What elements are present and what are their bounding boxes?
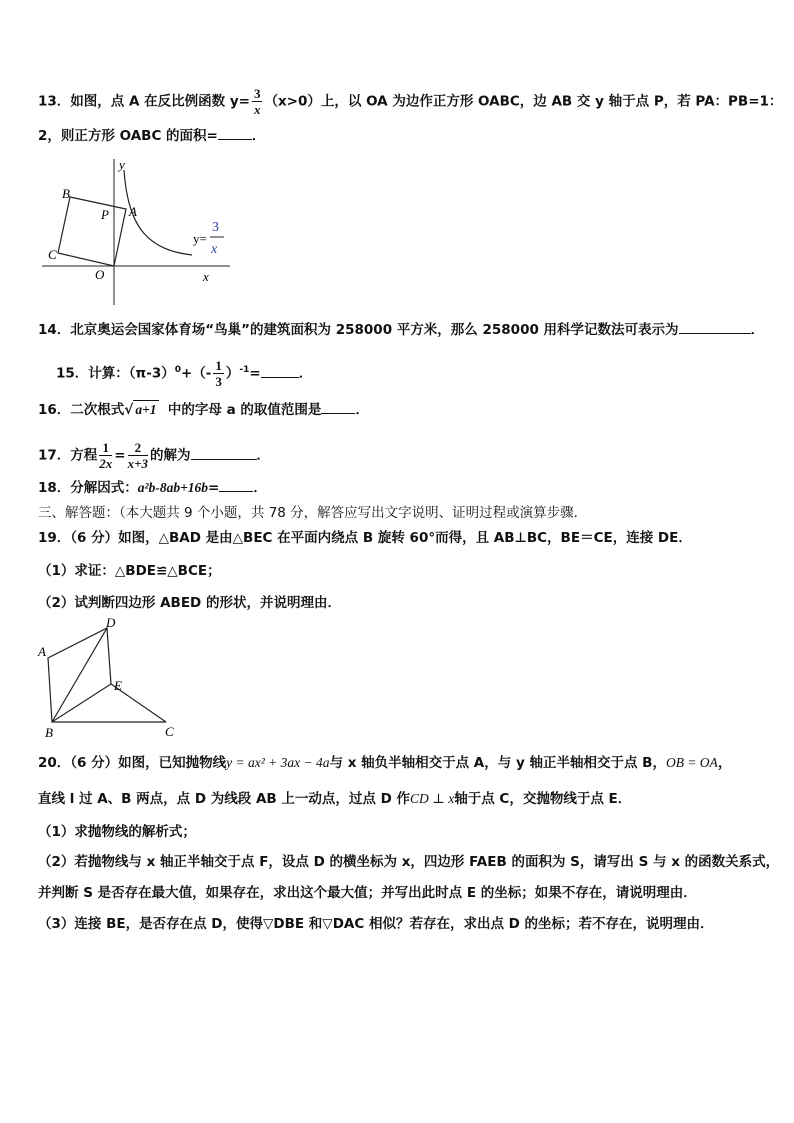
- q20-part3: （3）连接 BE，是否存在点 D，使得▽DBE 和▽DAC 相似？若存在，求出点 D 的坐标；若不存在，说明理由．: [38, 916, 714, 932]
- q17-answer-blank[interactable]: [191, 459, 257, 460]
- fig13-label-x: x: [203, 269, 209, 284]
- q17-eq: =: [114, 447, 126, 464]
- fig19-label-b: B: [45, 725, 53, 740]
- q15-frac-num: 1: [215, 358, 222, 373]
- q17-line: [38, 440, 270, 471]
- q16-text-a: 16．二次根式: [38, 402, 125, 418]
- q15-text-a: 15．计算：（π-3）: [56, 365, 175, 382]
- fig13-label-y: y: [119, 157, 125, 172]
- q17-frac2-den: x+3: [127, 456, 149, 471]
- q15-eq: =: [249, 365, 261, 382]
- q20-part2-line1: （2）若抛物线与 x 轴正半轴交于点 F，设点 D 的横坐标为 x，四边形 FAEB 的面积为 S，请写出 S 与 x 的函数关系式，: [38, 854, 780, 870]
- fig13-label-a: A: [129, 204, 137, 219]
- q18-eq: =: [208, 480, 220, 496]
- q13-end: ．: [251, 128, 266, 144]
- q13-figure: [40, 155, 240, 310]
- q15-frac-den: 3: [215, 374, 222, 389]
- q20-stem-line2: [38, 790, 631, 808]
- q15-text-b: +（-: [180, 365, 212, 382]
- q18-end: ．: [253, 480, 267, 496]
- fig13-label-p: P: [101, 207, 109, 222]
- q17-text-a: 17．方程: [38, 447, 98, 464]
- q20-text-d: 直线 l 过 A、B 两点，点 D 为线段 AB 上一动点，过点 D 作: [38, 791, 411, 807]
- fig13-curve-num: 3: [212, 220, 219, 235]
- q17-fraction-2: [128, 440, 148, 471]
- q13-text-line2: 2，则正方形 OABC 的面积=: [38, 128, 218, 144]
- q20-text-c: ，: [717, 755, 732, 771]
- q19-part2: （2）试判断四边形 ABED 的形状，并说明理由．: [38, 595, 341, 611]
- q14-answer-blank[interactable]: [679, 333, 751, 334]
- q16-line: 16．二次根式√ a+1 中的字母 a 的取值范围是 ．: [38, 402, 369, 418]
- q19-figure: [34, 612, 194, 742]
- q20-parabola-eq: y = ax² + 3ax − 4a: [226, 755, 330, 770]
- q15-answer-blank[interactable]: [261, 377, 299, 378]
- fig19-label-a: A: [38, 644, 46, 659]
- q13-frac-den: x: [253, 102, 261, 117]
- q19-part1: （1）求证：△BDE≌△BCE；: [38, 563, 221, 579]
- q16-radicand: a+1: [135, 402, 157, 417]
- q17-frac1-num: 1: [99, 440, 112, 456]
- q15-end: ．: [298, 365, 313, 382]
- q17-fraction-1: [99, 440, 112, 471]
- fig19-label-e: E: [114, 678, 122, 693]
- q19-stem: 19．（6 分）如图，△BAD 是由△BEC 在平面内绕点 B 旋转 60°而得，且 AB⊥BC，BE＝CE，连接 DE．: [38, 530, 692, 546]
- q17-frac2-num: 2: [128, 440, 148, 456]
- section3-heading: 三、解答题：（本大题共 9 个小题，共 78 分，解答应写出文字说明、证明过程或演算步骤．: [38, 505, 588, 521]
- q20-text-a: 20．（6 分）如图，已知抛物线: [38, 755, 227, 771]
- q14-line: [38, 321, 764, 339]
- q13-line2: [38, 127, 265, 145]
- fig13-label-o: O: [95, 267, 105, 282]
- q15-line: [56, 358, 312, 389]
- q15-text-c: ）: [225, 365, 240, 382]
- q18-line: [38, 479, 267, 497]
- q17-text-b: 的解为: [150, 447, 191, 464]
- q16-text-b: 中的字母 a 的取值范围是: [167, 402, 322, 418]
- q13-fraction: [252, 86, 263, 117]
- fig13-label-c: C: [48, 247, 57, 262]
- q20-text-b: 与 x 轴负半轴相交于点 A，与 y 轴正半轴相交于点 B，: [329, 755, 666, 771]
- q17-end: ．: [256, 447, 271, 464]
- fig19-label-c: C: [165, 724, 174, 739]
- q13-line1: [38, 86, 782, 117]
- q17-frac1-den: 2x: [99, 456, 113, 471]
- q14-text: 14．北京奥运会国家体育场“鸟巢”的建筑面积为 258000 平方米，那么 258000 用科学记数法可表示为: [38, 322, 679, 338]
- q14-end: ．: [750, 322, 765, 338]
- q20-text-e: 轴于点 C，交抛物线于点 E．: [454, 791, 632, 807]
- fig13-label-b: B: [62, 186, 70, 201]
- q13-frac-num: 3: [253, 86, 261, 101]
- q16-answer-blank[interactable]: [321, 413, 355, 414]
- q18-expression: a²b-8ab+16b: [137, 480, 209, 495]
- fig19-label-d: D: [106, 615, 116, 630]
- q20-stem-line1: [38, 754, 731, 772]
- q20-ob-eq-oa: OB = OA: [665, 755, 718, 770]
- q18-answer-blank[interactable]: [219, 491, 253, 492]
- q20-part2-line2: 并判断 S 是否存在最大值，如果存在，求出这个最大值；并写出此时点 E 的坐标；如果不存在，请说明理由．: [38, 885, 697, 901]
- q18-text-a: 18．分解因式：: [38, 480, 138, 496]
- q15-fraction: [213, 358, 224, 389]
- q15-exp-neg1: -1: [239, 365, 250, 375]
- fig13-curve-label: y=: [193, 231, 207, 246]
- q16-end: ．: [355, 402, 369, 418]
- q15-exp0: 0: [174, 365, 181, 375]
- q20-part1: （1）求抛物线的解析式；: [38, 824, 196, 840]
- q13-text-a: 13．如图，点 A 在反比例函数 y=: [38, 93, 250, 110]
- fig13-square-oabc: [58, 197, 126, 266]
- fig13-curve-den: x: [211, 242, 218, 257]
- q13-answer-blank[interactable]: [218, 139, 252, 140]
- q20-cd-perp-x: CD ⊥ x: [410, 791, 455, 806]
- q13-text-b: （x>0）上，以 OA 为边作正方形 OABC，边 AB 交 y 轴于点 P，若 PA：PB=1：: [264, 93, 783, 110]
